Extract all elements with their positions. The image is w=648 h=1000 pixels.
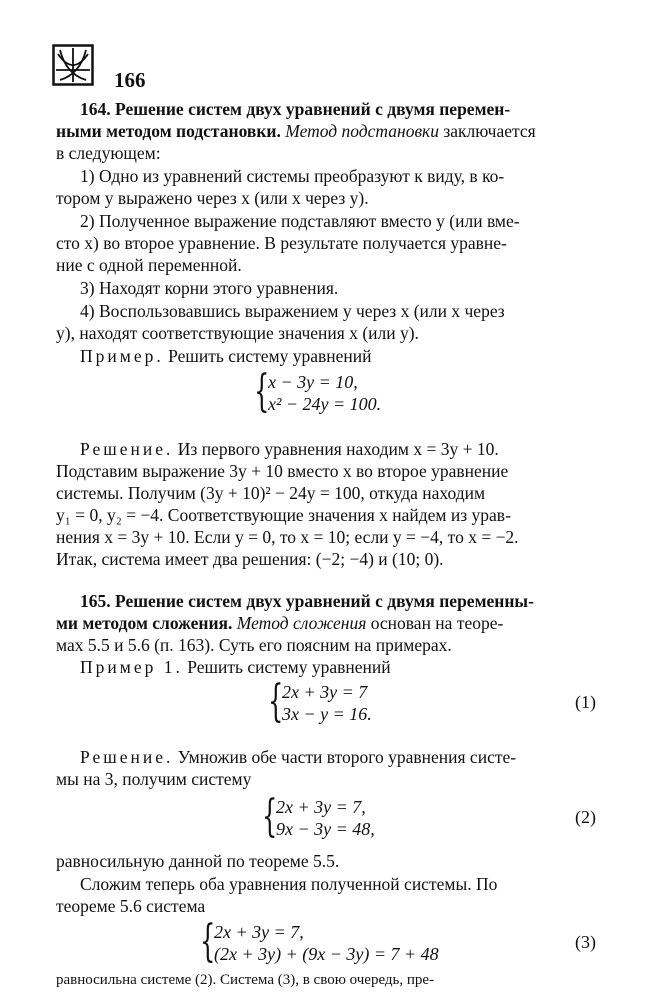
system-1-equation-2: 3x − y = 16. [282, 704, 372, 724]
text-line: Сложим теперь оба уравнения полученной системы. По [80, 874, 498, 894]
section-164-heading-line2: ными методом подстановки. Метод подстановки заключается [56, 121, 536, 141]
text-line: мах 5.5 и 5.6 (п. 163). Суть его поясним на примерах. [56, 635, 452, 655]
system-2-equation-2: 9x − 3y = 48, [276, 819, 375, 839]
system-3-brace: { [200, 916, 216, 967]
system-equation-2: x² − 24y = 100. [268, 394, 382, 414]
step-1-line1: 1) Одно из уравнений системы преобразуют к виду, в ко- [80, 166, 505, 186]
solution-line1: Решение. Из первого уравнения находим x = 3y + 10. [80, 439, 499, 459]
solution-165-line2: мы на 3, получим систему [56, 769, 252, 789]
graph-logo-icon [52, 44, 94, 86]
system-2-brace: { [262, 791, 278, 842]
equation-number-1: (1) [575, 692, 596, 712]
step-4-line2: y), находят соответствующие значения x (или y). [56, 323, 419, 343]
system-3-equation-1: 2x + 3y = 7, [214, 922, 304, 942]
step-1-line2: тором y выражено через x (или x через y). [56, 188, 369, 208]
text-line: в следующем: [56, 143, 161, 163]
solution-line5: нения x = 3y + 10. Если y = 0, то x = 10; если y = −4, то x = −2. [56, 527, 519, 547]
system-brace: { [254, 366, 270, 417]
text-line: теореме 5.6 система [56, 896, 206, 916]
system-2-equation-1: 2x + 3y = 7, [276, 797, 366, 817]
equation-number-3: (3) [575, 932, 596, 952]
solution-line6: Итак, система имеет два решения: (−2; −4) и (10; 0). [56, 549, 444, 569]
text-line: равносильную данной по теореме 5.5. [56, 851, 340, 871]
system-1-brace: { [268, 676, 284, 727]
section-165-heading: 165. Решение систем двух уравнений с двумя переменны- [80, 591, 534, 611]
section-165-heading-line2: ми методом сложения. Метод сложения основан на теоре- [56, 613, 504, 633]
system-equation-1: x − 3y = 10, [268, 372, 358, 392]
step-2-line3: ние с одной переменной. [56, 255, 242, 275]
example-line: Пример. Решить систему уравнений [80, 346, 372, 366]
equation-number-2: (2) [575, 807, 596, 827]
step-2-line2: сто x) во второе уравнение. В результате получается уравне- [56, 233, 507, 253]
system-3-equation-2: (2x + 3y) + (9x − 3y) = 7 + 48 [214, 944, 439, 964]
text-line-truncated: равносильна системе (2). Система (3), в свою очередь, пре- [56, 974, 435, 987]
page-number: 166 [114, 68, 146, 92]
step-3: 3) Находят корни этого уравнения. [80, 278, 339, 298]
solution-line4: y₁ = 0, y₂ = −4. Соответствующие значения x найдем из урав- [56, 505, 511, 525]
section-164-heading: 164. Решение систем двух уравнений с двумя перемен- [80, 99, 511, 119]
system-1-equation-1: 2x + 3y = 7 [282, 682, 368, 702]
example-1-line: Пример 1. Решить систему уравнений [80, 657, 391, 677]
step-4-line1: 4) Воспользовавшись выражением y через x (или x через [80, 301, 505, 321]
solution-line3: системы. Получим (3y + 10)² − 24y = 100, откуда находим [56, 483, 486, 503]
solution-165-line1: Решение. Умножив обе части второго уравнения систе- [80, 747, 517, 767]
solution-line2: Подставим выражение 3y + 10 вместо x во второе уравнение [56, 461, 509, 481]
step-2-line1: 2) Полученное выражение подставляют вместо y (или вме- [80, 211, 520, 231]
